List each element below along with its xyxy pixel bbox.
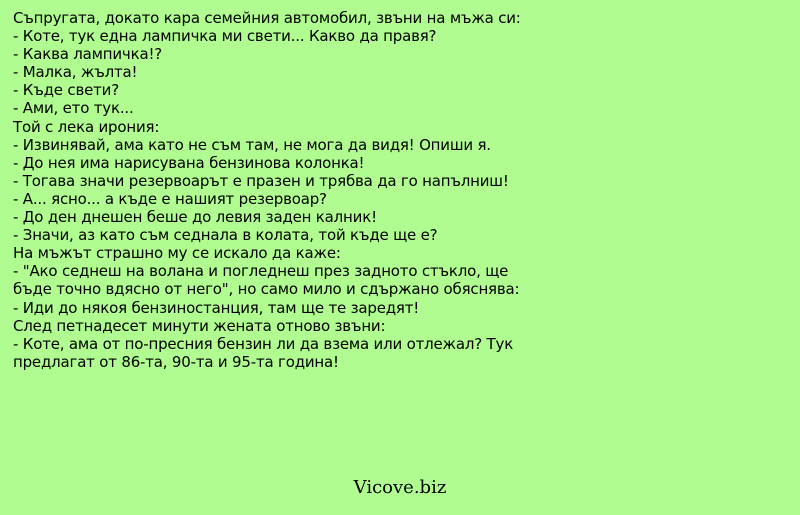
joke-line: - Ами, ето тук...	[13, 99, 134, 118]
joke-line: бъде точно вдясно от него", но само мило и сдържано обяснява:	[13, 280, 520, 299]
joke-line: - Тогава значи резервоарът е празен и трябва да го напълниш!	[13, 171, 509, 190]
joke-line: - "Ако седнеш на волана и погледнеш през задното стъкло, ще	[13, 262, 509, 281]
joke-line: - До ден днешен беше до левия заден калник!	[13, 208, 377, 227]
joke-line: - Къде свети?	[13, 81, 119, 100]
joke-line: - До нея има нарисувана бензинова колонка!	[13, 153, 365, 172]
joke-line: - Извинявай, ама като не съм там, не мога да видя! Опиши я.	[13, 135, 491, 154]
joke-line: - Малка, жълта!	[13, 63, 138, 82]
joke-line: Съпругата, докато кара семейния автомобил, звъни на мъжа си:	[13, 9, 521, 27]
joke-text	[13, 9, 788, 371]
joke-line: - Значи, аз като съм седнала в колата, той къде ще е?	[13, 226, 438, 245]
joke-line: - Каква лампичка!?	[13, 45, 163, 64]
site-watermark: Vicove.biz	[353, 477, 447, 498]
joke-line: - Иди до някоя бензиностанция, там ще те заредят!	[13, 298, 420, 317]
joke-line: предлагат от 86-та, 90-та и 95-та година!	[13, 352, 339, 371]
joke-line: - Коте, ама от по-пресния бензин ли да взема или отлежал? Тук	[13, 334, 514, 353]
joke-line: След петнадесет минути жената отново звъни:	[13, 316, 386, 335]
joke-line: - А... ясно... а къде е нашият резервоар?	[13, 189, 327, 208]
joke-line: - Коте, тук една лампичка ми свети... Какво да правя?	[13, 27, 437, 46]
joke-line: Той с лека ирония:	[13, 117, 160, 136]
joke-line: На мъжът страшно му се искало да каже:	[13, 244, 341, 263]
